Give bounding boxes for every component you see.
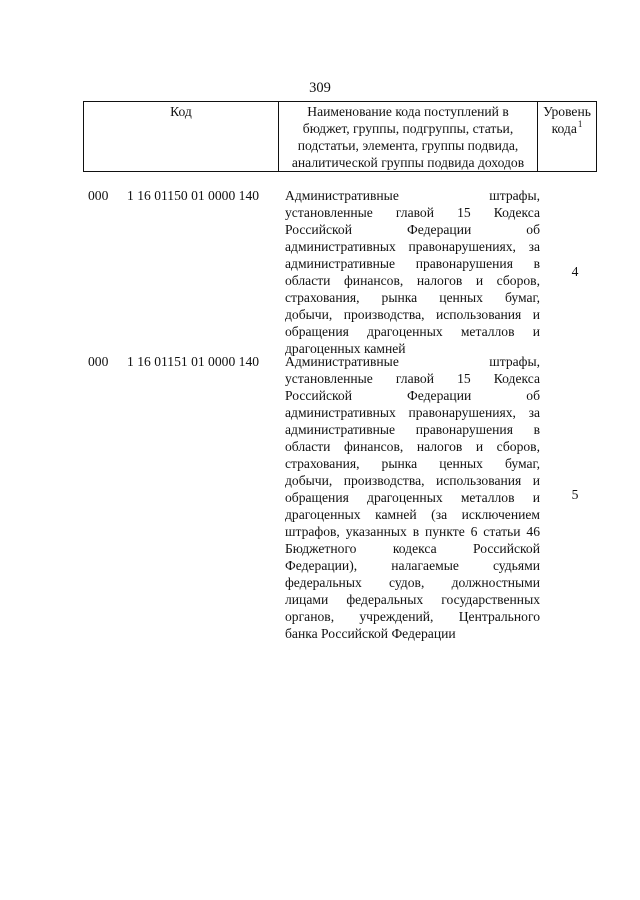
row-name-line: Российской Федерации об — [285, 222, 540, 237]
row-name-line: области финансов, налогов и сборов, — [285, 439, 540, 454]
row-name-line: Российской Федерации об — [285, 388, 540, 403]
row-name-line: Административные штрафы, — [285, 188, 540, 203]
row-name-line: страхования, рынка ценных бумаг, — [285, 456, 540, 471]
header-name — [279, 102, 538, 172]
table-header — [83, 101, 597, 172]
row-name-line: лицами федеральных государственных — [285, 592, 540, 607]
row-level: 4 — [571, 264, 579, 279]
header-level — [538, 102, 597, 172]
row-name-line: административных правонарушениях, за — [285, 405, 540, 420]
row-name-line: добычи, производства, использования и — [285, 307, 540, 322]
row-code: 1 16 01151 01 0000 140 — [127, 354, 260, 369]
row-prefix: 000 — [88, 354, 109, 369]
header-code-label: Код — [170, 104, 192, 119]
row-name-line: Бюджетного кодекса Российской — [285, 541, 540, 556]
header-name-line: аналитической группы подвида доходов — [291, 155, 525, 170]
header-code — [84, 102, 279, 172]
header-level-footnote: 1 — [577, 119, 583, 130]
row-prefix: 000 — [88, 188, 109, 203]
row-name-line: Административные штрафы, — [285, 354, 540, 369]
row-name-line: страхования, рынка ценных бумаг, — [285, 290, 540, 305]
header-level-line2 — [538, 120, 596, 137]
header-name-line: бюджет, группы, подгруппы, статьи, — [302, 121, 514, 136]
header-name-line: подстатьи, элемента, группы подвида, — [297, 138, 519, 153]
row-name-line: административные правонарушения в — [285, 422, 540, 437]
row-name-line: федеральных судов, должностными — [285, 575, 540, 590]
row-name-line: административных правонарушениях, за — [285, 239, 540, 254]
row-name — [285, 353, 540, 642]
row-name-line: обращения драгоценных металлов и — [285, 324, 540, 339]
row-name-line: драгоценных камней (за исключением — [285, 507, 540, 522]
table-row — [88, 187, 600, 359]
row-name-line: административные правонарушения в — [285, 256, 540, 271]
row-name-line: органов, учреждений, Центрального — [285, 609, 540, 624]
row-name-line: драгоценных камней — [285, 341, 406, 356]
table-row — [88, 353, 600, 645]
row-name-line: банка Российской Федерации — [285, 626, 456, 641]
header-level-code: кода — [551, 121, 577, 136]
row-level: 5 — [571, 487, 579, 502]
row-name-line: штрафов, указанных в пункте 6 статьи 46 — [285, 524, 540, 539]
row-code: 1 16 01150 01 0000 140 — [127, 188, 260, 203]
row-name-line: области финансов, налогов и сборов, — [285, 273, 540, 288]
row-name-line: добычи, производства, использования и — [285, 473, 540, 488]
row-name — [285, 187, 540, 357]
page-number: 309 — [309, 80, 331, 96]
header-level-label: Уровень — [543, 104, 591, 119]
header-name-line: Наименование кода поступлений в — [307, 104, 509, 119]
row-name-line: установленные главой 15 Кодекса — [285, 205, 540, 220]
row-name-line: установленные главой 15 Кодекса — [285, 371, 540, 386]
row-name-line: обращения драгоценных металлов и — [285, 490, 540, 505]
row-name-line: Федерации), налагаемые судьями — [285, 558, 540, 573]
